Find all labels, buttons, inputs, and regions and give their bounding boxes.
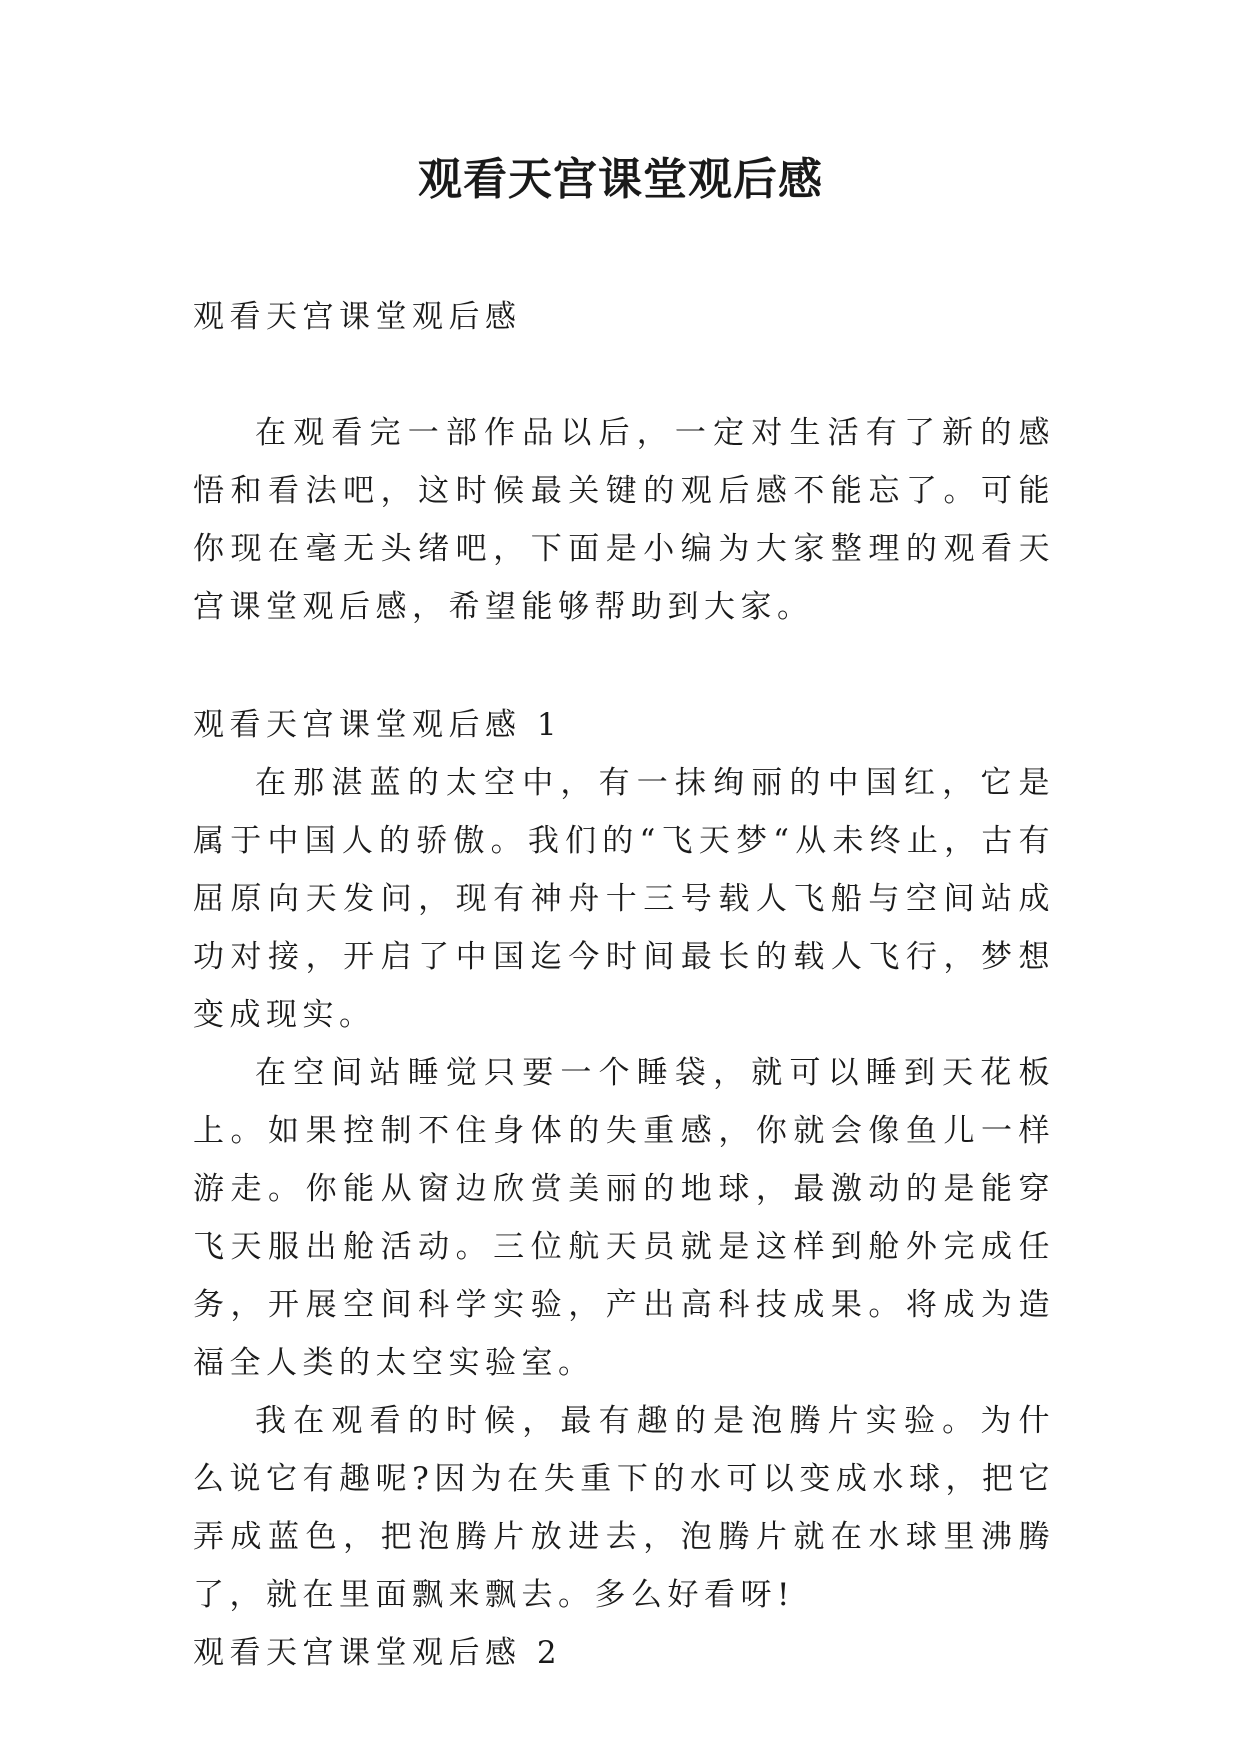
- body-paragraph: 我在观看的时候，最有趣的是泡腾片实验。为什么说它有趣呢?因为在失重下的水可以变成水球，把它弄成蓝色，把泡腾片放进去，泡腾片就在水球里沸腾了，就在里面飘来飘去。多么好看呀!: [193, 1403, 1055, 1613]
- spacer: [193, 636, 1055, 696]
- spacer: [193, 346, 1055, 404]
- document-body: [193, 288, 1055, 1682]
- section-heading: 观看天宫课堂观后感 1: [193, 707, 563, 743]
- intro-paragraph: 在观看完一部作品以后，一定对生活有了新的感悟和看法吧，这时候最关键的观后感不能忘了。可能你现在毫无头绪吧，下面是小编为大家整理的观看天宫课堂观后感，希望能够帮助到大家。: [193, 415, 1055, 625]
- document-subtitle: 观看天宫课堂观后感: [193, 299, 522, 335]
- document-title: 观看天宫课堂观后感: [418, 154, 823, 205]
- section-heading: 观看天宫课堂观后感 2: [193, 1635, 563, 1671]
- body-paragraph: 在那湛蓝的太空中，有一抹绚丽的中国红，它是属于中国人的骄傲。我们的“飞天梦“从未终止，古有屈原向天发问，现有神舟十三号载人飞船与空间站成功对接，开启了中国迄今时间最长的载人飞行，梦想变成现实。: [193, 765, 1055, 1033]
- body-paragraph: 在空间站睡觉只要一个睡袋，就可以睡到天花板上。如果控制不住身体的失重感，你就会像鱼儿一样游走。你能从窗边欣赏美丽的地球，最激动的是能穿飞天服出舱活动。三位航天员就是这样到舱外完成任务，开展空间科学实验，产出高科技成果。将成为造福全人类的太空实验室。: [193, 1055, 1055, 1381]
